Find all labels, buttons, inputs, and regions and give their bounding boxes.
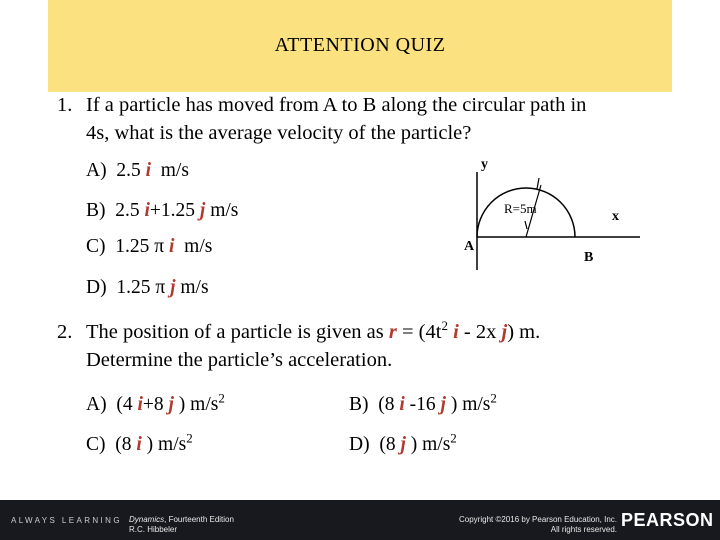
unit-vector-j: j: [440, 394, 446, 415]
radius-label: R=5m: [504, 201, 537, 216]
footer-copyright: [459, 515, 617, 534]
q2-option-d: [349, 430, 457, 456]
option-label: C): [86, 236, 106, 257]
unit-vector-j: j: [170, 277, 176, 298]
q2-option-a: [86, 390, 225, 416]
arrow-mark: [525, 221, 527, 229]
unit-vector-i: i: [144, 200, 150, 221]
point-a-label: A: [464, 239, 475, 254]
publisher-logo: PEARSON: [621, 510, 714, 530]
option-label: D): [349, 434, 370, 455]
q1-option-a: [86, 160, 189, 182]
option-coefficient: 1.25 π: [116, 277, 166, 298]
question-2-text-d: ) m.: [507, 321, 541, 343]
option-unit: m/s: [210, 200, 239, 221]
title-banner: [48, 0, 672, 92]
option-unit: ) m/s: [450, 394, 491, 415]
exponent: 2: [450, 430, 457, 446]
question-1-line-1: If a particle has moved from A to B along the circular path in: [86, 94, 587, 116]
q1-option-d: [86, 277, 209, 299]
question-2-number: 2.: [57, 321, 73, 343]
option-coefficient: (8: [378, 394, 395, 415]
option-label: A): [86, 160, 107, 181]
option-label: B): [86, 200, 106, 221]
book-edition: , Fourteenth Edition: [164, 515, 234, 524]
unit-vector-j: j: [168, 394, 174, 415]
question-1-number: 1.: [57, 94, 73, 116]
unit-vector-i: i: [137, 394, 143, 415]
q2-option-c: [86, 430, 193, 456]
exponent: 2: [441, 318, 448, 334]
option-coefficient: 2.5: [116, 160, 141, 181]
option-coefficient-2: +1.25: [149, 200, 196, 221]
q2-option-b: [349, 390, 497, 416]
option-coefficient-2: -16: [409, 394, 436, 415]
option-label: B): [349, 394, 369, 415]
circular-path-figure: [440, 150, 640, 270]
point-b-label: B: [584, 250, 594, 265]
footer-book-info: [129, 515, 234, 534]
option-label: D): [86, 277, 107, 298]
option-coefficient: (4: [116, 394, 133, 415]
option-unit: m/s: [180, 277, 209, 298]
question-2-text-b: = (4t: [401, 321, 442, 343]
question-2-text-a: The position of a particle is given as: [86, 321, 384, 343]
question-1-line-2: 4s, what is the average velocity of the particle?: [86, 122, 472, 144]
arrow-mark: [537, 178, 539, 189]
question-2-line-1: [86, 318, 540, 346]
option-coefficient: (8: [115, 434, 132, 455]
x-axis-label: x: [612, 209, 619, 224]
footer-tagline: ALWAYS LEARNING: [11, 516, 122, 525]
option-label: A): [86, 394, 107, 415]
copyright-line-2: All rights reserved.: [550, 524, 617, 534]
option-coefficient-2: +8: [142, 394, 164, 415]
exponent: 2: [490, 390, 497, 406]
footer-bar: [0, 500, 720, 540]
option-unit: m/s: [184, 236, 213, 257]
unit-vector-j: j: [199, 200, 206, 221]
option-coefficient: 2.5: [115, 200, 140, 221]
book-title: Dynamics: [129, 515, 165, 524]
option-coefficient: 1.25 π: [115, 236, 165, 257]
question-2-line-2: Determine the particle’s acceleration.: [86, 349, 393, 371]
option-unit: ) m/s: [146, 434, 187, 455]
option-coefficient: (8: [379, 434, 396, 455]
exponent: 2: [186, 430, 193, 446]
q1-option-b: [86, 200, 238, 222]
position-vector-r: r: [388, 321, 397, 343]
option-unit: ) m/s: [178, 394, 219, 415]
exponent: 2: [218, 390, 225, 406]
q1-option-c: [86, 236, 212, 258]
book-author: R.C. Hibbeler: [129, 524, 178, 534]
option-unit: m/s: [160, 160, 189, 181]
unit-vector-j: j: [501, 321, 508, 343]
option-unit: ) m/s: [410, 434, 451, 455]
unit-vector-i: i: [399, 394, 405, 415]
y-axis-label: y: [481, 157, 488, 172]
unit-vector-i: i: [168, 236, 175, 257]
question-2-text-c: - 2x: [463, 321, 497, 343]
option-label: C): [86, 434, 106, 455]
unit-vector-i: i: [136, 434, 142, 455]
unit-vector-i: i: [145, 160, 151, 181]
unit-vector-j: j: [400, 434, 406, 455]
unit-vector-i: i: [453, 321, 459, 343]
page-title: ATTENTION QUIZ: [274, 34, 446, 56]
copyright-line-1: Copyright ©2016 by Pearson Education, Inc.: [459, 515, 617, 524]
